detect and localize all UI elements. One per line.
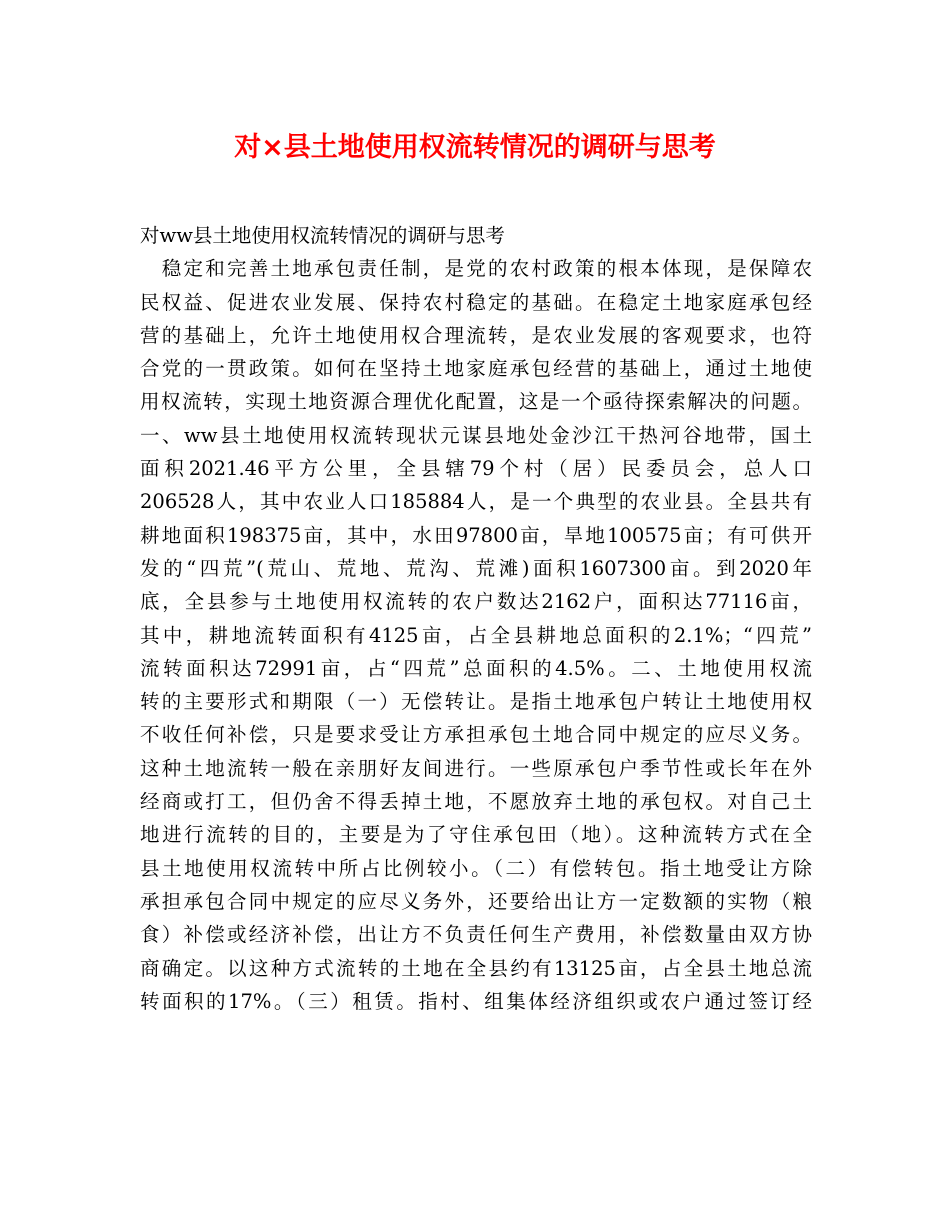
body-line: 一、ww县土地使用权流转现状元谋县地处金沙江干热河谷地带，国土	[140, 423, 812, 447]
body-line: 这种土地流转一般在亲朋好友间进行。一些原承包户季节性或长年在外	[140, 756, 812, 780]
body-line: 不收任何补偿，只是要求受让方承担承包土地合同中规定的应尽义务。	[140, 723, 812, 747]
body-line: 206528人，其中农业人口185884人，是一个典型的农业县。全县共有	[140, 490, 812, 514]
document-body	[140, 219, 812, 1018]
body-line: 食）补偿或经济补偿，出让方不负责任何生产费用，补偿数量由双方协	[140, 923, 812, 947]
body-line: 经商或打工，但仍舍不得丢掉土地，不愿放弃土地的承包权。对自己土	[140, 790, 812, 814]
body-line: 合党的一贯政策。如何在坚持土地家庭承包经营的基础上，通过土地使	[140, 357, 812, 381]
body-line: 转的主要形式和期限（一）无偿转让。是指土地承包户转让土地使用权	[140, 690, 812, 714]
body-line: 其中，耕地流转面积有4125亩，占全县耕地总面积的2.1%；“四荒”	[140, 623, 812, 647]
body-line: 地进行流转的目的，主要是为了守住承包田（地）。这种流转方式在全	[140, 823, 812, 847]
body-line: 商确定。以这种方式流转的土地在全县约有13125亩，占全县土地总流	[140, 956, 812, 980]
body-line: 稳定和完善土地承包责任制，是党的农村政策的根本体现，是保障农	[140, 257, 812, 281]
body-line: 转面积的17%。（三）租赁。指村、组集体经济组织或农户通过签订经	[140, 989, 812, 1013]
document-title: 对×县土地使用权流转情况的调研与思考	[234, 132, 716, 163]
body-line: 底，全县参与土地使用权流转的农户数达2162户，面积达77116亩，	[140, 590, 812, 614]
body-line: 面积2021.46平方公里，全县辖79个村（居）民委员会，总人口	[140, 457, 812, 481]
body-line: 民权益、促进农业发展、保持农村稳定的基础。在稳定土地家庭承包经	[140, 290, 812, 314]
body-line: 对ww县土地使用权流转情况的调研与思考	[140, 224, 505, 247]
body-line: 营的基础上，允许土地使用权合理流转，是农业发展的客观要求，也符	[140, 323, 812, 347]
body-line: 发的“四荒”(荒山、荒地、荒沟、荒滩)面积1607300亩。到2020年	[140, 556, 812, 580]
body-line: 用权流转，实现土地资源合理优化配置，这是一个亟待探索解决的问题。	[140, 390, 812, 414]
body-line: 耕地面积198375亩，其中，水田97800亩，旱地100575亩；有可供开	[140, 523, 812, 547]
body-line: 承担承包合同中规定的应尽义务外，还要给出让方一定数额的实物（粮	[140, 889, 812, 913]
body-line: 流转面积达72991亩，占“四荒”总面积的4.5%。二、土地使用权流	[140, 656, 812, 680]
body-line: 县土地使用权流转中所占比例较小。（二）有偿转包。指土地受让方除	[140, 856, 812, 880]
